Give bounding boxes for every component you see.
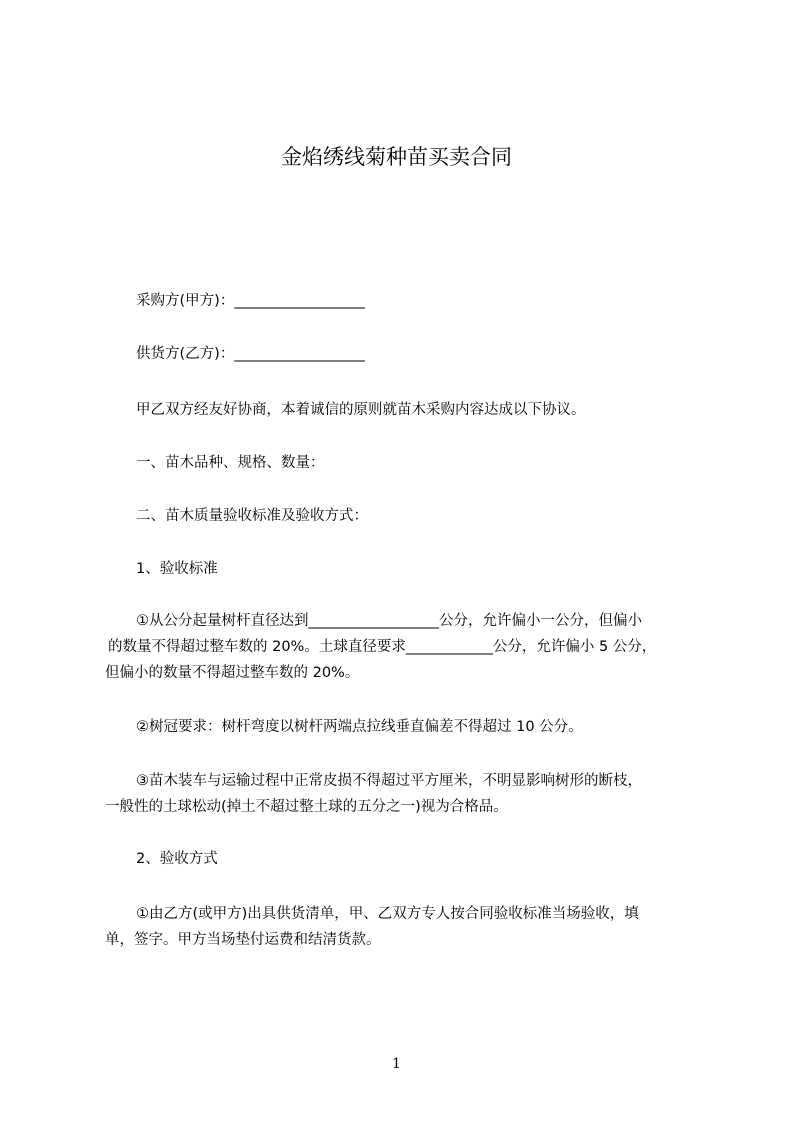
item-3-line-2: 一般性的土球松动(掉土不超过整土球的五分之一)视为合格品。 — [105, 799, 508, 815]
contract-title: 金焰绣线菊种苗买卖合同 — [281, 145, 512, 169]
item-1-line-3: 但偏小的数量不得超过整车数的 20%。 — [105, 665, 360, 681]
buyer-line: 采购方(甲方)：__________________ — [136, 293, 365, 309]
item-4-line-2: 单，签字。甲方当场垫付运费和结清货款。 — [105, 932, 381, 948]
item-4-line-1: ①由乙方(或甲方)出具供货清单，甲、乙双方专人按合同验收标准当场验收，填 — [136, 906, 639, 922]
page-number: 1 — [392, 1056, 401, 1072]
item-3-line-1: ③苗木装车与运输过程中正常皮损不得超过平方厘米，不明显影响树形的断枝， — [136, 773, 642, 789]
quality-item-2: ②树冠要求：树杆弯度以树杆两端点拉线垂直偏差不得超过 10 公分。 — [136, 719, 583, 735]
supplier-line: 供货方(乙方)：__________________ — [136, 346, 365, 362]
subsection-2-heading: 2、验收方式 — [136, 851, 218, 867]
subsection-1-heading: 1、验收标准 — [136, 561, 218, 577]
section-2-heading: 二、苗木质量验收标准及验收方式： — [136, 508, 368, 524]
section-1-heading: 一、苗木品种、规格、数量： — [136, 455, 325, 471]
item-1-line-1: ①从公分起量树杆直径达到__________________公分，允许偏小一公分，但偏小 — [136, 613, 642, 629]
acceptance-item-1 — [105, 901, 705, 953]
item-1-line-2: 的数量不得超过整车数的 20%。土球直径要求____________公分，允许偏小 5 公分， — [108, 639, 657, 655]
intro-paragraph: 甲乙双方经友好协商，本着诚信的原则就苗木采购内容达成以下协议。 — [136, 402, 586, 418]
quality-item-3 — [105, 768, 705, 820]
quality-item-1 — [105, 608, 705, 686]
